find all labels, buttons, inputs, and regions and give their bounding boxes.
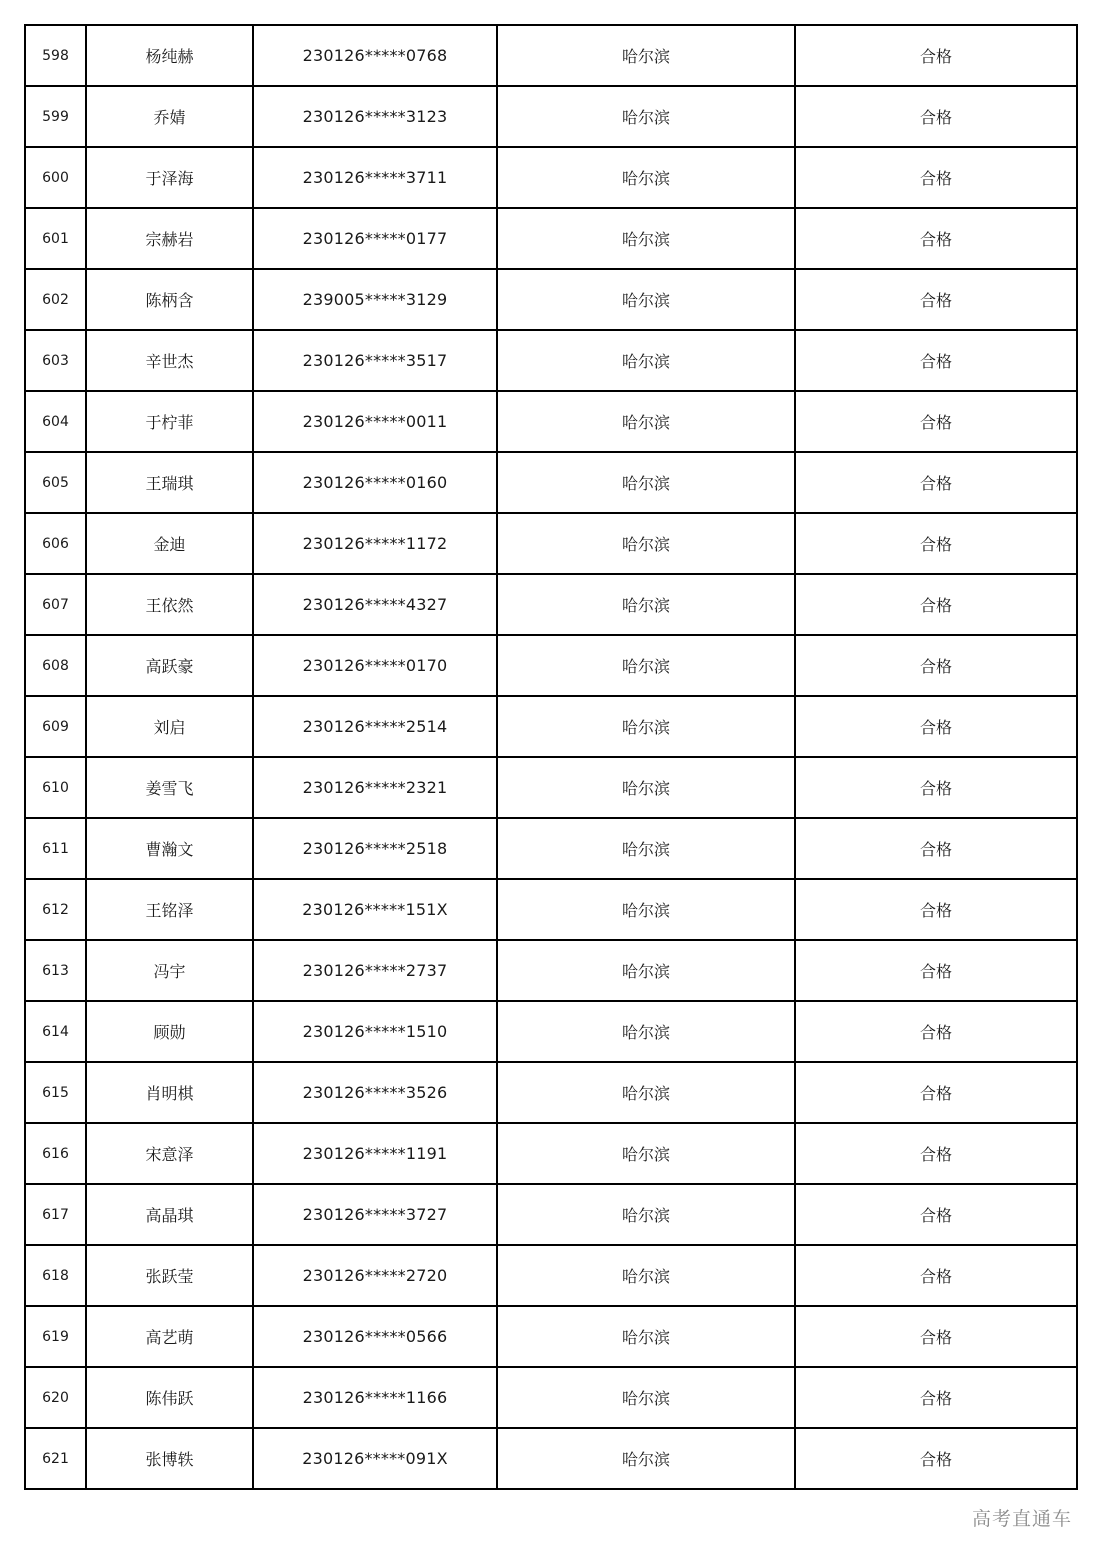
table-row	[25, 940, 1077, 1001]
row-city: 哈尔滨	[497, 1306, 795, 1367]
row-name: 宋意泽	[86, 1123, 253, 1184]
row-name: 于泽海	[86, 147, 253, 208]
document-page	[24, 24, 1078, 1490]
row-result: 合格	[795, 86, 1077, 147]
table-row	[25, 879, 1077, 940]
row-result: 合格	[795, 1184, 1077, 1245]
row-city: 哈尔滨	[497, 757, 795, 818]
row-number: 614	[25, 1001, 86, 1062]
row-number: 601	[25, 208, 86, 269]
row-id-number: 230126*****2737	[253, 940, 497, 1001]
row-result: 合格	[795, 818, 1077, 879]
table-row	[25, 25, 1077, 86]
row-id-number: 230126*****1510	[253, 1001, 497, 1062]
watermark-text: 高考直通车	[971, 1508, 1072, 1530]
row-city: 哈尔滨	[497, 940, 795, 1001]
row-name: 姜雪飞	[86, 757, 253, 818]
row-city: 哈尔滨	[497, 452, 795, 513]
row-id-number: 230126*****1172	[253, 513, 497, 574]
row-id-number: 239005*****3129	[253, 269, 497, 330]
table-row	[25, 330, 1077, 391]
row-id-number: 230126*****3727	[253, 1184, 497, 1245]
row-city: 哈尔滨	[497, 1123, 795, 1184]
table-row	[25, 1367, 1077, 1428]
row-number: 605	[25, 452, 86, 513]
row-result: 合格	[795, 147, 1077, 208]
table-row	[25, 818, 1077, 879]
row-number: 613	[25, 940, 86, 1001]
row-number: 616	[25, 1123, 86, 1184]
table-row	[25, 1123, 1077, 1184]
row-number: 600	[25, 147, 86, 208]
row-city: 哈尔滨	[497, 1245, 795, 1306]
row-id-number: 230126*****2514	[253, 696, 497, 757]
row-id-number: 230126*****0011	[253, 391, 497, 452]
row-result: 合格	[795, 1245, 1077, 1306]
row-id-number: 230126*****091X	[253, 1428, 497, 1489]
row-name: 高晶琪	[86, 1184, 253, 1245]
table-row	[25, 147, 1077, 208]
row-city: 哈尔滨	[497, 330, 795, 391]
row-id-number: 230126*****0170	[253, 635, 497, 696]
row-id-number: 230126*****3526	[253, 1062, 497, 1123]
row-name: 杨纯赫	[86, 25, 253, 86]
row-id-number: 230126*****0160	[253, 452, 497, 513]
row-name: 顾勋	[86, 1001, 253, 1062]
row-name: 曹瀚文	[86, 818, 253, 879]
row-name: 乔婧	[86, 86, 253, 147]
row-number: 602	[25, 269, 86, 330]
row-result: 合格	[795, 513, 1077, 574]
row-name: 陈柄含	[86, 269, 253, 330]
table-row	[25, 1306, 1077, 1367]
row-name: 张跃莹	[86, 1245, 253, 1306]
row-number: 609	[25, 696, 86, 757]
row-number: 603	[25, 330, 86, 391]
table-row	[25, 574, 1077, 635]
row-id-number: 230126*****4327	[253, 574, 497, 635]
row-name: 刘启	[86, 696, 253, 757]
row-number: 604	[25, 391, 86, 452]
row-id-number: 230126*****3711	[253, 147, 497, 208]
row-name: 王瑞琪	[86, 452, 253, 513]
row-id-number: 230126*****2321	[253, 757, 497, 818]
row-result: 合格	[795, 940, 1077, 1001]
table-row	[25, 696, 1077, 757]
row-result: 合格	[795, 1001, 1077, 1062]
row-result: 合格	[795, 1428, 1077, 1489]
table-row	[25, 1245, 1077, 1306]
row-city: 哈尔滨	[497, 208, 795, 269]
row-id-number: 230126*****2518	[253, 818, 497, 879]
row-name: 王铭泽	[86, 879, 253, 940]
table-row	[25, 513, 1077, 574]
row-result: 合格	[795, 330, 1077, 391]
row-result: 合格	[795, 1123, 1077, 1184]
row-name: 陈伟跃	[86, 1367, 253, 1428]
row-number: 606	[25, 513, 86, 574]
row-city: 哈尔滨	[497, 696, 795, 757]
row-city: 哈尔滨	[497, 879, 795, 940]
row-number: 620	[25, 1367, 86, 1428]
table-row	[25, 269, 1077, 330]
row-result: 合格	[795, 1306, 1077, 1367]
row-city: 哈尔滨	[497, 1367, 795, 1428]
row-city: 哈尔滨	[497, 1062, 795, 1123]
row-result: 合格	[795, 757, 1077, 818]
row-name: 高跃豪	[86, 635, 253, 696]
row-city: 哈尔滨	[497, 86, 795, 147]
row-city: 哈尔滨	[497, 1428, 795, 1489]
row-name: 金迪	[86, 513, 253, 574]
row-id-number: 230126*****151X	[253, 879, 497, 940]
row-result: 合格	[795, 391, 1077, 452]
row-result: 合格	[795, 452, 1077, 513]
row-number: 611	[25, 818, 86, 879]
row-city: 哈尔滨	[497, 574, 795, 635]
row-city: 哈尔滨	[497, 818, 795, 879]
row-number: 617	[25, 1184, 86, 1245]
row-city: 哈尔滨	[497, 25, 795, 86]
row-name: 王依然	[86, 574, 253, 635]
row-number: 615	[25, 1062, 86, 1123]
row-id-number: 230126*****3123	[253, 86, 497, 147]
row-result: 合格	[795, 696, 1077, 757]
row-city: 哈尔滨	[497, 147, 795, 208]
roster-table-body	[25, 25, 1077, 1489]
row-city: 哈尔滨	[497, 1001, 795, 1062]
row-city: 哈尔滨	[497, 513, 795, 574]
row-id-number: 230126*****0768	[253, 25, 497, 86]
table-row	[25, 635, 1077, 696]
row-id-number: 230126*****1191	[253, 1123, 497, 1184]
row-result: 合格	[795, 269, 1077, 330]
roster-table	[24, 24, 1078, 1490]
row-name: 张博轶	[86, 1428, 253, 1489]
row-result: 合格	[795, 574, 1077, 635]
row-result: 合格	[795, 1062, 1077, 1123]
row-name: 宗赫岩	[86, 208, 253, 269]
table-row	[25, 208, 1077, 269]
row-result: 合格	[795, 1367, 1077, 1428]
row-number: 612	[25, 879, 86, 940]
table-row	[25, 452, 1077, 513]
row-number: 608	[25, 635, 86, 696]
row-name: 冯宇	[86, 940, 253, 1001]
row-result: 合格	[795, 635, 1077, 696]
row-result: 合格	[795, 879, 1077, 940]
row-number: 607	[25, 574, 86, 635]
row-id-number: 230126*****0566	[253, 1306, 497, 1367]
row-name: 肖明棋	[86, 1062, 253, 1123]
table-row	[25, 1062, 1077, 1123]
row-number: 610	[25, 757, 86, 818]
table-row	[25, 757, 1077, 818]
row-city: 哈尔滨	[497, 391, 795, 452]
row-id-number: 230126*****1166	[253, 1367, 497, 1428]
table-row	[25, 1001, 1077, 1062]
row-name: 于柠菲	[86, 391, 253, 452]
table-row	[25, 1184, 1077, 1245]
row-result: 合格	[795, 208, 1077, 269]
row-city: 哈尔滨	[497, 1184, 795, 1245]
row-number: 618	[25, 1245, 86, 1306]
row-id-number: 230126*****3517	[253, 330, 497, 391]
row-city: 哈尔滨	[497, 635, 795, 696]
table-row	[25, 1428, 1077, 1489]
table-row	[25, 86, 1077, 147]
row-number: 619	[25, 1306, 86, 1367]
row-result: 合格	[795, 25, 1077, 86]
row-city: 哈尔滨	[497, 269, 795, 330]
row-id-number: 230126*****2720	[253, 1245, 497, 1306]
row-number: 599	[25, 86, 86, 147]
row-name: 高艺萌	[86, 1306, 253, 1367]
row-name: 辛世杰	[86, 330, 253, 391]
table-row	[25, 391, 1077, 452]
row-id-number: 230126*****0177	[253, 208, 497, 269]
row-number: 598	[25, 25, 86, 86]
row-number: 621	[25, 1428, 86, 1489]
